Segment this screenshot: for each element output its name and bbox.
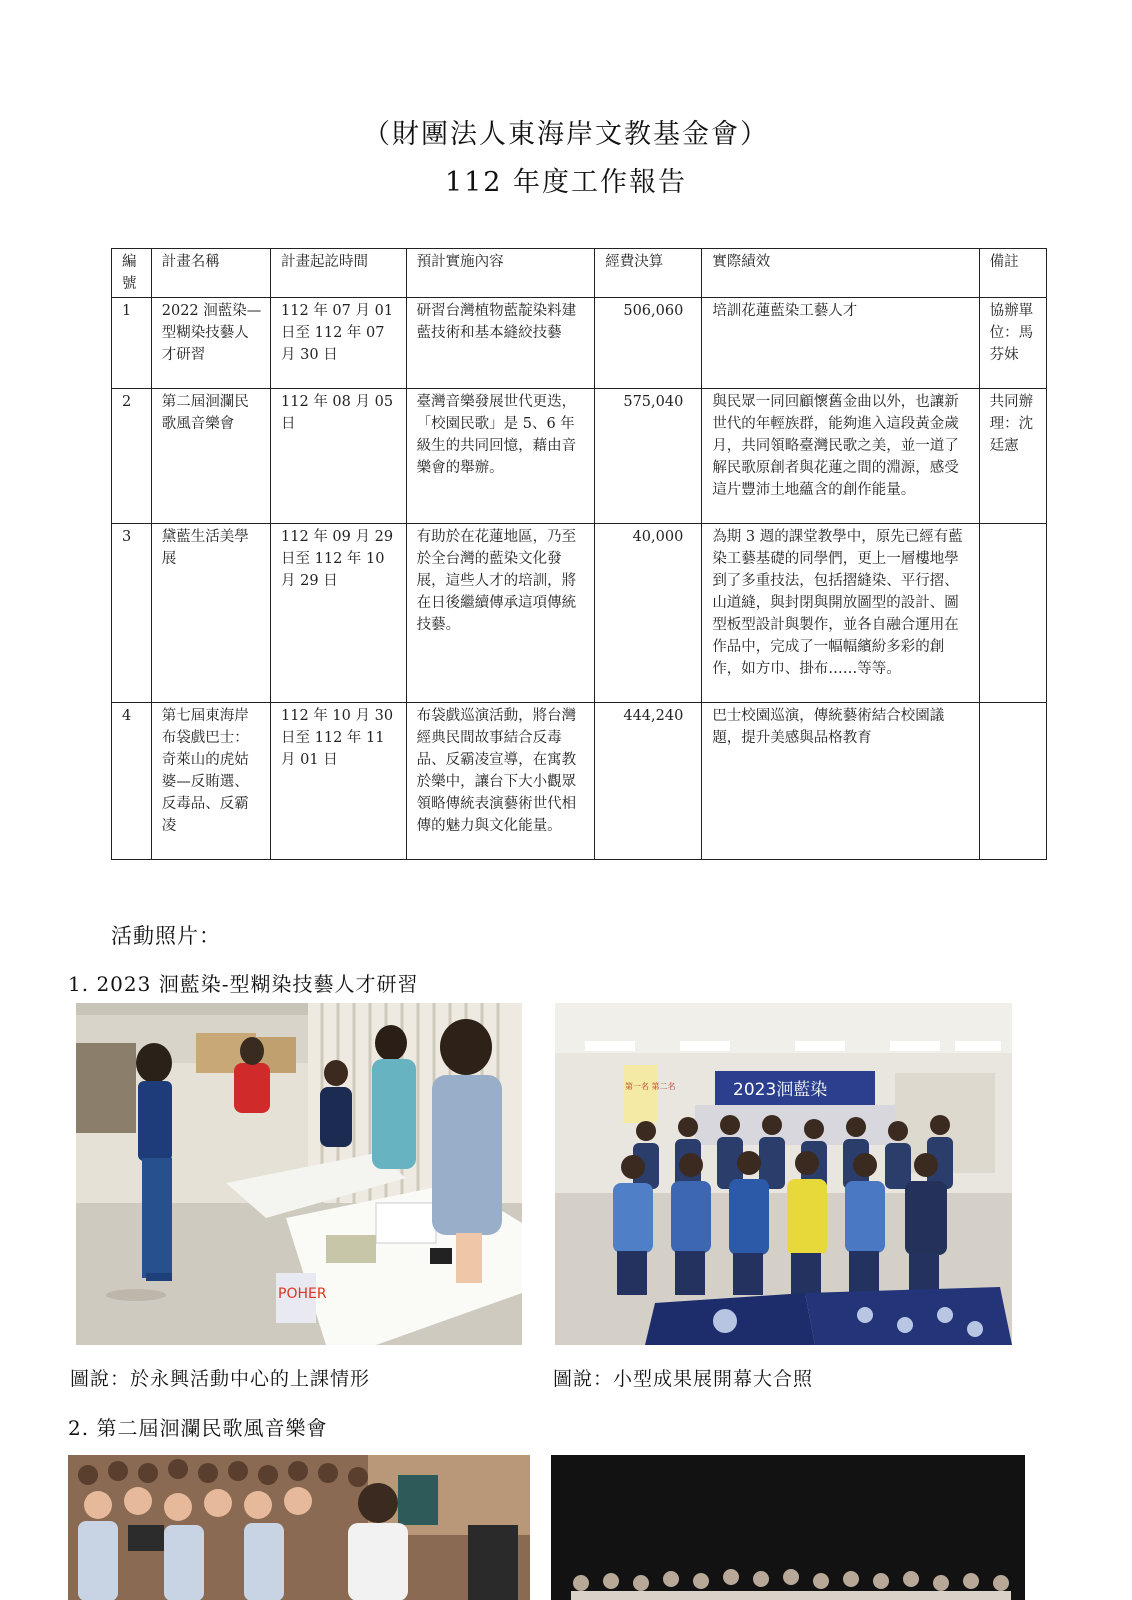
col-header-budget: 經費決算 (595, 249, 702, 298)
cell-period: 112 年 09 月 29 日至 112 年 10 月 29 日 (271, 524, 407, 703)
cell-no: 3 (112, 524, 152, 703)
cell-results: 巴士校園巡演，傳統藝術結合校園議題，提升美感與品格教育 (702, 703, 979, 860)
table-row (112, 389, 1047, 524)
photo-caption-classroom: 圖說：於永興活動中心的上課情形 (70, 1368, 371, 1390)
cell-no: 1 (112, 298, 152, 389)
col-header-results: 實際績效 (702, 249, 979, 298)
cell-name: 第七屆東海岸布袋戲巴士：奇萊山的虎姑婆—反賄選、反毒品、反霸凌 (151, 703, 270, 860)
col-header-remarks: 備註 (979, 249, 1046, 298)
cell-budget: 40,000 (595, 524, 702, 703)
cell-no: 4 (112, 703, 152, 860)
cell-period: 112 年 07 月 01 日至 112 年 07 月 30 日 (271, 298, 407, 389)
col-header-no: 編號 (112, 249, 152, 298)
tote-bag-text: POHER (278, 1286, 327, 1302)
cell-results: 培訓花蓮藍染工藝人才 (702, 298, 979, 389)
cell-results: 為期 3 週的課堂教學中，原先已經有藍染工藝基礎的同學們，更上一層樓地學到了多重技法，包括摺縫染、平行摺、山道縫，與封閉與開放圖型的設計、圖型板型設計與製作，並各自融合運用在作品中，完成了一幅幅繽紛多彩的創作，如方巾、掛布……等等。 (702, 524, 979, 703)
col-header-period: 計畫起訖時間 (271, 249, 407, 298)
cell-content: 研習台灣植物藍靛染料建藍技術和基本縫絞技藝 (406, 298, 595, 389)
cell-budget: 506,060 (595, 298, 702, 389)
photo-item-heading: 2. 第二屆洄瀾民歌風音樂會 (68, 1416, 328, 1440)
cell-budget: 575,040 (595, 389, 702, 524)
classroom-photo (76, 1003, 522, 1345)
table-row (112, 298, 1047, 389)
photo-item-heading: 1. 2023 洄藍染-型糊染技藝人才研習 (68, 972, 419, 996)
cell-content: 有助於在花蓮地區，乃至於全台灣的藍染文化發展，這些人才的培訓，將在日後繼續傳承這項傳統技藝。 (406, 524, 595, 703)
col-header-content: 預計實施內容 (406, 249, 595, 298)
table-row (112, 524, 1047, 703)
cell-results: 與民眾一同回顧懷舊金曲以外，也讓新世代的年輕族群，能夠進入這段黃金歲月，共同領略臺灣民歌之美，並一道了解民歌原創者與花蓮之間的淵源，感受這片豐沛土地蘊含的創作能量。 (702, 389, 979, 524)
banner-text: 2023洄藍染 (733, 1080, 828, 1100)
cell-period: 112 年 08 月 05 日 (271, 389, 407, 524)
photo-caption-group: 圖說：小型成果展開幕大合照 (553, 1368, 814, 1390)
report-title-year: 112 年度工作報告 (444, 167, 688, 198)
activity-photos-label: 活動照片： (111, 924, 221, 948)
report-title-organization: （財團法人東海岸文教基金會） (363, 119, 769, 150)
cell-remarks: 共同辦理：沈廷憲 (979, 389, 1046, 524)
cell-content: 臺灣音樂發展世代更迭，「校園民歌」是 5、6 年級生的共同回憶，藉由音樂會的舉辦。 (406, 389, 595, 524)
poster-text: 第一名 第二名 (625, 1082, 676, 1091)
table-row (112, 703, 1047, 860)
concert-audience-photo (68, 1455, 530, 1600)
cell-name: 2022 洄藍染—型糊染技藝人才研習 (151, 298, 270, 389)
table-header-row (112, 249, 1047, 298)
cell-content: 布袋戲巡演活動，將台灣經典民間故事結合反毒品、反霸凌宣導，在寓教於樂中，讓台下大小觀眾領略傳統表演藝術世代相傳的魅力與文化能量。 (406, 703, 595, 860)
cell-budget: 444,240 (595, 703, 702, 860)
work-report-table (111, 248, 1047, 860)
cell-remarks (979, 524, 1046, 703)
cell-remarks: 協辦單位：馬芬妹 (979, 298, 1046, 389)
concert-stage-photo (551, 1455, 1025, 1600)
col-header-name: 計畫名稱 (151, 249, 270, 298)
cell-no: 2 (112, 389, 152, 524)
group-photo (555, 1003, 1012, 1345)
cell-remarks (979, 703, 1046, 860)
cell-name: 第二屆洄瀾民歌風音樂會 (151, 389, 270, 524)
cell-period: 112 年 10 月 30 日至 112 年 11 月 01 日 (271, 703, 407, 860)
cell-name: 黛藍生活美學展 (151, 524, 270, 703)
